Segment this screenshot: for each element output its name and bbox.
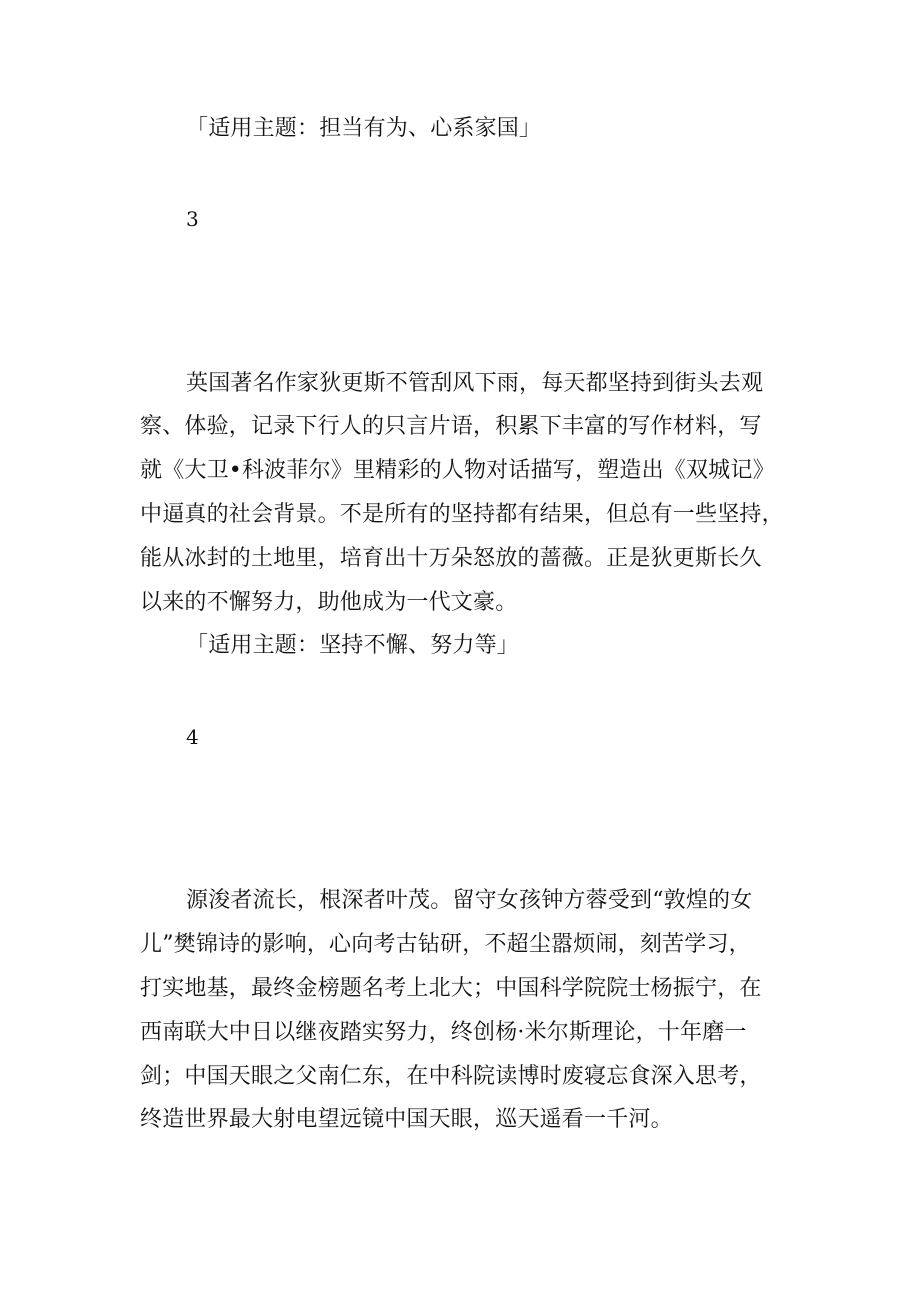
paragraph-line: 终造世界最大射电望远镜中国天眼，巡天遥看一千河。 bbox=[140, 1107, 673, 1132]
paragraph-line: 打实地基，最终金榜题名考上北大；中国科学院院士杨振宁，在 bbox=[140, 976, 762, 1001]
paragraph-line: 剑；中国天眼之父南仁东，在中科院读博时废寝忘食深入思考， bbox=[140, 1064, 762, 1089]
paragraph-line: 源浚者流长，根深者叶茂。留守女孩钟方蓉受到“敦煌的女 bbox=[186, 888, 753, 913]
paragraph-line: 就《大卫•科波菲尔》里精彩的人物对话描写，塑造出《双城记》 bbox=[140, 458, 775, 483]
theme-note: 「适用主题：坚持不懈、努力等」 bbox=[186, 633, 520, 658]
paragraph-line: 察、体验，记录下行人的只言片语，积累下丰富的写作材料，写 bbox=[140, 414, 762, 439]
section-number: 4 bbox=[186, 725, 199, 749]
paragraph-line: 儿”樊锦诗的影响，心向考古钻研，不超尘嚣烦闹，刻苦学习， bbox=[140, 932, 751, 957]
paragraph-line: 能从冰封的土地里，培育出十万朵怒放的蔷薇。正是狄更斯长久 bbox=[140, 546, 762, 571]
section-number: 3 bbox=[186, 207, 199, 231]
paragraph-line: 英国著名作家狄更斯不管刮风下雨，每天都坚持到街头去观 bbox=[186, 371, 764, 396]
paragraph-line: 以来的不懈努力，助他成为一代文豪。 bbox=[140, 590, 518, 615]
paragraph-line: 西南联大中日以继夜踏实努力，终创杨·米尔斯理论，十年磨一 bbox=[140, 1020, 747, 1045]
theme-note: 「适用主题：担当有为、心系家国」 bbox=[186, 116, 542, 141]
paragraph-line: 中逼真的社会背景。不是所有的坚持都有结果，但总有一些坚持， bbox=[140, 502, 784, 527]
